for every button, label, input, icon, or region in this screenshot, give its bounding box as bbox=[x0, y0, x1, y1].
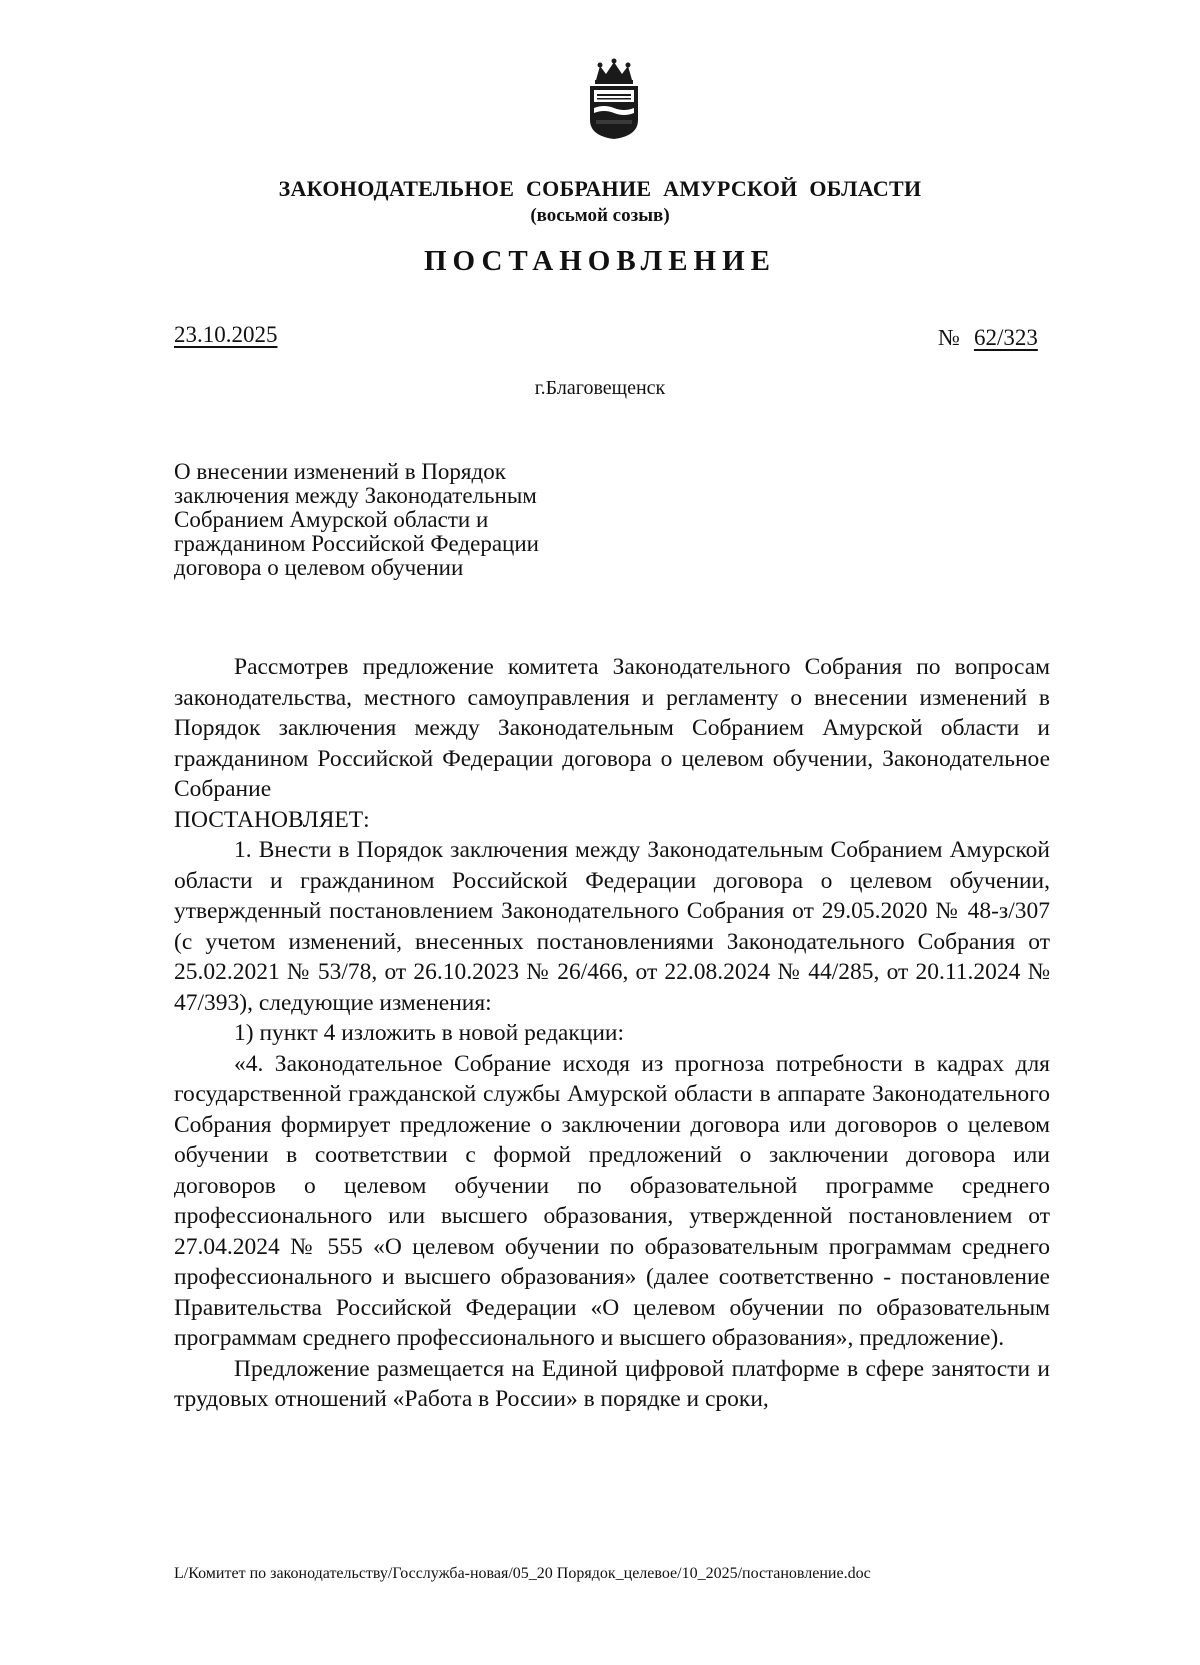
number-sign: № bbox=[938, 325, 960, 350]
document-type-title: ПОСТАНОВЛЕНИЕ bbox=[423, 245, 776, 277]
subject-line: Собранием Амурской области и bbox=[174, 507, 489, 532]
resolves-heading: ПОСТАНОВЛЯЕТ: bbox=[174, 806, 370, 833]
subject-line: договора о целевом обучении bbox=[174, 555, 464, 580]
placement-paragraph: Предложение размещается на Единой цифровой платформе в сфере занятости и трудовых отношений «Работа в России» в порядке и сроки, bbox=[174, 1355, 1050, 1412]
organization-title: ЗАКОНОДАТЕЛЬНОЕ СОБРАНИЕ АМУРСКОЙ ОБЛАСТИ bbox=[278, 176, 922, 201]
subject-line: О внесении изменений в Порядок bbox=[174, 459, 506, 484]
document-body bbox=[174, 652, 1050, 1415]
convocation-label: (восьмой созыв) bbox=[530, 205, 670, 226]
subject-line: заключения между Законодательным bbox=[174, 483, 537, 508]
subitem-1-paragraph: 1) пункт 4 изложить в новой редакции: bbox=[234, 1020, 625, 1046]
document-date: 23.10.2025 bbox=[174, 322, 278, 347]
subject-line: гражданином Российской Федерации bbox=[174, 531, 539, 556]
number-value: 62/323 bbox=[973, 325, 1038, 350]
footer-file-path: L/Комитет по законодательству/Госслужба-новая/05_20 Порядок_целевое/10_2025/постановление.doc bbox=[174, 1565, 871, 1582]
quoted-paragraph: «4. Законодательное Собрание исходя из прогноза потребности в кадрах для государственной гражданской службы Амурской области в аппарате Законодательного Собрания формирует предложение о заключении договора или договоров о целевом обучении в соответствии с формой предложений о заключении договора или договоров о целевом обучении по образовательной программе среднего профессионального или высшего образования, утвержденной постановлением от 27.04.2024 № 555 «О целевом обучении по образовательным программам среднего профессионального и высшего образования» (далее соответственно - постановление Правительства Российской Федерации «О целевом обучении по образовательным программам среднего профессионального и высшего образования», предложение). bbox=[174, 1050, 1050, 1351]
preamble-paragraph: Рассмотрев предложение комитета Законодательного Собрания по вопросам законодательства, местного самоуправления и регламенту о внесении изменений в Порядок заключения между Законодательным Собранием Амурской области и гражданином Российской Федерации договора о целевом обучении, Законодательное Собрание bbox=[174, 654, 1050, 802]
coat-of-arms-icon bbox=[584, 58, 644, 140]
city-label: г.Благовещенск bbox=[534, 377, 666, 399]
document-number bbox=[938, 325, 1038, 351]
document-subject bbox=[174, 460, 539, 580]
item-1-paragraph: 1. Внести в Порядок заключения между Законодательным Собранием Амурской области и гражданином Российской Федерации договора о целевом обучении, утвержденный постановлением Законодательного Собрания от 29.05.2020 № 48-з/307 (с учетом изменений, внесенных постановлениями Законодательного Собрания от 25.02.2021 № 53/78, от 26.10.2023 № 26/466, от 22.08.2024 № 44/285, от 20.11.2024 № 47/393), следующие изменения: bbox=[174, 837, 1050, 1016]
